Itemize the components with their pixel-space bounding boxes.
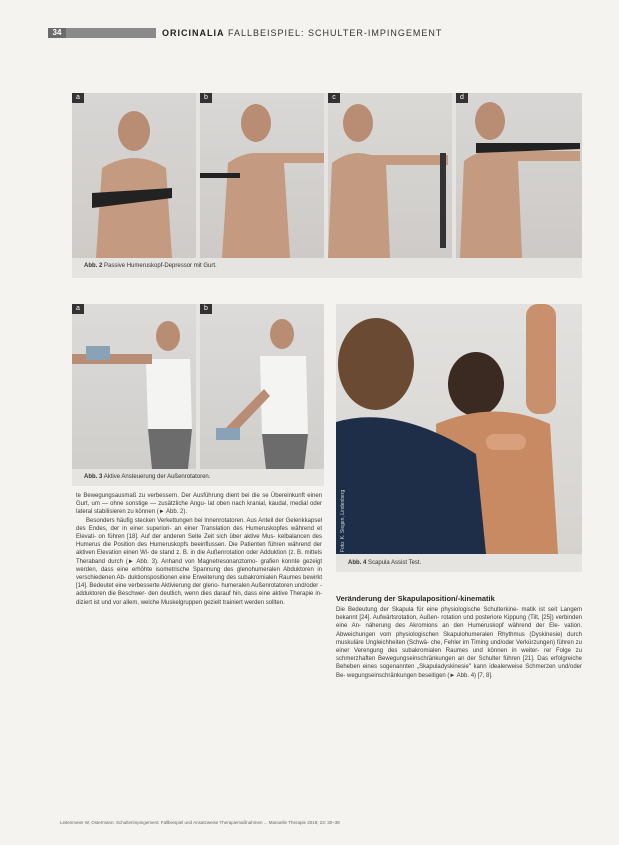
figure-4-photo [336,304,582,554]
clinician-patient-photo [336,304,582,554]
figure-3-caption [84,474,210,480]
panel-label: a [72,304,84,314]
figure-4-caption [348,560,421,566]
header-bar [66,28,156,38]
panel-label: b [200,304,212,314]
section-heading: Veränderung der Skapulaposition/-kinematik [336,594,495,603]
header-title [162,28,442,38]
figure-3 [72,304,324,486]
paragraph: Besonders häufig stecken Verkettungen bei Innenrotatoren. Aus Anteil der Gelenkkapsel des Endes, der in einer superiori- an einer Translation des Humeruskopfes während et Elevati- on führen [18]. Auf der anderen Seite Zeit sich über aktive Mus- kelbalancen des Humerus die Position des Humeruskopfs beeinflussen. Die Patienten führen während der aktiven Elevation einen Wi- de stand z. B. in die Außenrotation oder Adduktion (z. B. mittels Theraband durch (► Abb. 3). Anhand von Magnetresonanztomo- grafien konnte gezeigt werden, dass eine erhöhte isometrische Spannung des glenohumeralen Abduktoren in verschiedenen Ab- duktionspositionen eine Erweiterung des subakromialen Raumes bewirkt [14]. Bedeutet eine verbesserte Aktivierung der gleno- humeralen Außenrotatoren und/oder -adduktoren die Beschwer- den deutlich, wenn dies darauf hin, dass eine aktive Therapie in- diziert ist und vor allem, welche Muskelgruppen gezielt trainiert werden sollten. [76,517,322,606]
panel-label: d [456,93,468,103]
paragraph: Die Bedeutung der Skapula für eine physiologische Schulterkine- matik ist seit Langem bekannt [24]. Aufwärtsrotation, Außen- rotation und posteriore Kippung (Tilt, [25]) verbinden eine An- näherung des Akromions an den Humeruskopf während der Ele- vation. Abweichungen vom physiologischen Skapulohumeralen Rhythmus (Dyskinesie) durch muskuläre Ungleichheiten (Schwä- che, Fehler im Timing und/oder Verkürzungen) führen zu einer Verengung des subakromialen Raumes und können in weiter- rer Folge zu schmerzhaften Bewegungseinschränkungen an der Schulter führen [21]. Das erfolgreiche Beheben eines sogenannten „Skapuladyskinesie" kann idealerweise Schmerzen und/oder Be- wegungseinschränkungen beseitigen (► Abb. 4) [7, 8]. [336,607,582,679]
figure-2b-photo [200,93,324,258]
panel-label: c [328,93,340,103]
figure-3b-photo [200,304,324,469]
figure-2c-photo [328,93,452,258]
header-subtitle: FALLBEISPIEL: SCHULTER-IMPINGEMENT [228,28,443,38]
page-header [48,28,578,40]
person-silhouette [200,304,324,469]
person-silhouette [200,93,324,258]
panel-label: b [200,93,212,103]
figure-4 [336,304,582,572]
person-silhouette [72,304,196,469]
left-column-text [76,492,322,607]
right-column-text [336,606,582,680]
photo-credit: Foto: K. Siegen, Lindenberg [340,489,346,552]
caption-text: Passive Humeruskopf-Depressor mit Gurt. [104,263,217,269]
figure-2d-photo [456,93,582,258]
page-number: 34 [48,28,66,38]
person-silhouette [328,93,452,258]
person-silhouette [456,93,582,258]
figure-2-caption [84,263,217,269]
panel-label: a [72,93,84,103]
caption-label: Abb. 4 [348,560,367,566]
caption-label: Abb. 3 [84,474,103,480]
caption-label: Abb. 2 [84,263,103,269]
paragraph: te Bewegungsausmaß zu verbessern. Der Ausführung dient bei die se Übereinkunft einen Gurt, um — ohne sonstige — zusätzliche Angu- lat oben nach kranial, kaudal, medial oder lateral stabilisieren zu können (► Abb. 2). [76,493,322,516]
caption-text: Aktive Ansteuerung der Außenrotatoren. [103,474,211,480]
caption-text: Scapula Assist Test. [368,560,422,566]
figure-2a-photo [72,93,196,258]
page-footer: Leitenmeier W, Ostermann: Schulterimpingement: Fallbeispiel und Ansatzweise Therapiemaßnahmen ... Manuelle Therapie 2019; 23: 30–38 [60,820,340,825]
header-section: ORICINALIA [162,28,225,38]
figure-3a-photo [72,304,196,469]
figure-2 [72,93,582,278]
person-silhouette [72,93,196,258]
